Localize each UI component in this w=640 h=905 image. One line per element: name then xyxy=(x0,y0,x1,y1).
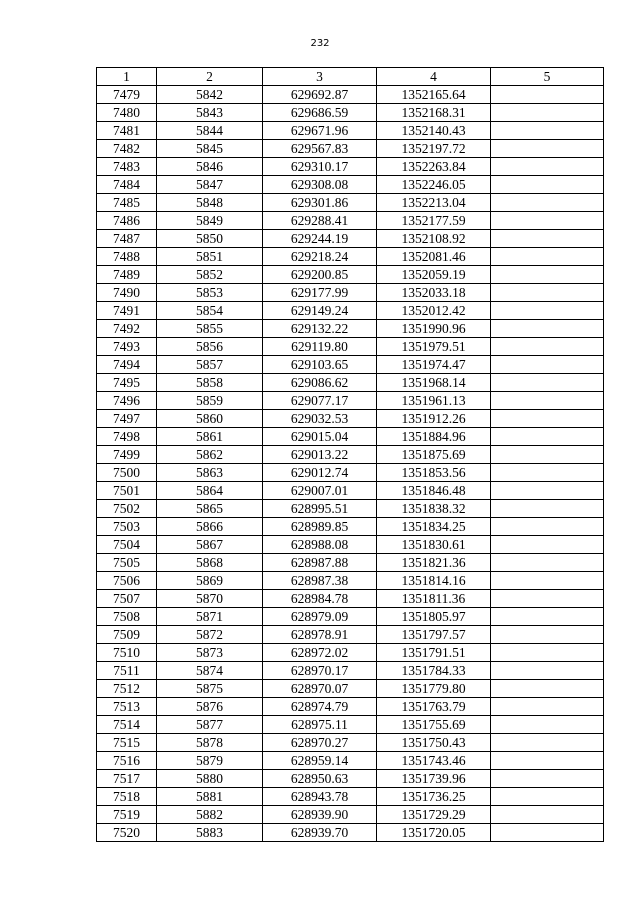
note-cell xyxy=(491,500,604,518)
x-coordinate-cell: 629177.99 xyxy=(263,284,377,302)
table-row xyxy=(97,680,604,698)
note-cell xyxy=(491,266,604,284)
note-cell xyxy=(491,464,604,482)
x-coordinate-cell: 629308.08 xyxy=(263,176,377,194)
table-row xyxy=(97,554,604,572)
note-cell xyxy=(491,410,604,428)
point-number-cell: 7479 xyxy=(97,86,157,104)
column-header: 5 xyxy=(491,68,604,86)
vertex-number-cell: 5862 xyxy=(157,446,263,464)
table-row xyxy=(97,734,604,752)
note-cell xyxy=(491,212,604,230)
x-coordinate-cell: 628943.78 xyxy=(263,788,377,806)
x-coordinate-cell: 629200.85 xyxy=(263,266,377,284)
point-number-cell: 7494 xyxy=(97,356,157,374)
vertex-number-cell: 5881 xyxy=(157,788,263,806)
table-row xyxy=(97,410,604,428)
y-coordinate-cell: 1351838.32 xyxy=(377,500,491,518)
x-coordinate-cell: 629077.17 xyxy=(263,392,377,410)
vertex-number-cell: 5871 xyxy=(157,608,263,626)
vertex-number-cell: 5852 xyxy=(157,266,263,284)
vertex-number-cell: 5845 xyxy=(157,140,263,158)
x-coordinate-cell: 628974.79 xyxy=(263,698,377,716)
x-coordinate-cell: 628959.14 xyxy=(263,752,377,770)
x-coordinate-cell: 629244.19 xyxy=(263,230,377,248)
point-number-cell: 7498 xyxy=(97,428,157,446)
vertex-number-cell: 5851 xyxy=(157,248,263,266)
table-row xyxy=(97,770,604,788)
vertex-number-cell: 5843 xyxy=(157,104,263,122)
table-row xyxy=(97,356,604,374)
x-coordinate-cell: 628988.08 xyxy=(263,536,377,554)
table-row xyxy=(97,428,604,446)
point-number-cell: 7488 xyxy=(97,248,157,266)
point-number-cell: 7484 xyxy=(97,176,157,194)
x-coordinate-cell: 629013.22 xyxy=(263,446,377,464)
x-coordinate-cell: 628975.11 xyxy=(263,716,377,734)
vertex-number-cell: 5867 xyxy=(157,536,263,554)
vertex-number-cell: 5844 xyxy=(157,122,263,140)
y-coordinate-cell: 1351821.36 xyxy=(377,554,491,572)
page-number: 232 xyxy=(310,38,330,49)
table-row xyxy=(97,158,604,176)
x-coordinate-cell: 628972.02 xyxy=(263,644,377,662)
point-number-cell: 7493 xyxy=(97,338,157,356)
note-cell xyxy=(491,752,604,770)
vertex-number-cell: 5878 xyxy=(157,734,263,752)
x-coordinate-cell: 628987.88 xyxy=(263,554,377,572)
table-row xyxy=(97,608,604,626)
y-coordinate-cell: 1352081.46 xyxy=(377,248,491,266)
y-coordinate-cell: 1351750.43 xyxy=(377,734,491,752)
y-coordinate-cell: 1351784.33 xyxy=(377,662,491,680)
y-coordinate-cell: 1352197.72 xyxy=(377,140,491,158)
y-coordinate-cell: 1352165.64 xyxy=(377,86,491,104)
y-coordinate-cell: 1351912.26 xyxy=(377,410,491,428)
y-coordinate-cell: 1352263.84 xyxy=(377,158,491,176)
note-cell xyxy=(491,716,604,734)
vertex-number-cell: 5877 xyxy=(157,716,263,734)
vertex-number-cell: 5860 xyxy=(157,410,263,428)
note-cell xyxy=(491,338,604,356)
vertex-number-cell: 5847 xyxy=(157,176,263,194)
y-coordinate-cell: 1351805.97 xyxy=(377,608,491,626)
note-cell xyxy=(491,320,604,338)
y-coordinate-cell: 1351853.56 xyxy=(377,464,491,482)
y-coordinate-cell: 1352033.18 xyxy=(377,284,491,302)
vertex-number-cell: 5875 xyxy=(157,680,263,698)
point-number-cell: 7509 xyxy=(97,626,157,644)
y-coordinate-cell: 1351729.29 xyxy=(377,806,491,824)
note-cell xyxy=(491,734,604,752)
y-coordinate-cell: 1351791.51 xyxy=(377,644,491,662)
vertex-number-cell: 5858 xyxy=(157,374,263,392)
note-cell xyxy=(491,248,604,266)
point-number-cell: 7490 xyxy=(97,284,157,302)
column-header: 2 xyxy=(157,68,263,86)
note-cell xyxy=(491,536,604,554)
vertex-number-cell: 5866 xyxy=(157,518,263,536)
vertex-number-cell: 5849 xyxy=(157,212,263,230)
x-coordinate-cell: 628970.17 xyxy=(263,662,377,680)
table-body xyxy=(97,86,604,842)
table-row xyxy=(97,500,604,518)
y-coordinate-cell: 1352177.59 xyxy=(377,212,491,230)
y-coordinate-cell: 1351990.96 xyxy=(377,320,491,338)
x-coordinate-cell: 628970.27 xyxy=(263,734,377,752)
point-number-cell: 7517 xyxy=(97,770,157,788)
y-coordinate-cell: 1352059.19 xyxy=(377,266,491,284)
point-number-cell: 7503 xyxy=(97,518,157,536)
x-coordinate-cell: 629012.74 xyxy=(263,464,377,482)
table-row xyxy=(97,590,604,608)
table-row xyxy=(97,572,604,590)
point-number-cell: 7506 xyxy=(97,572,157,590)
point-number-cell: 7511 xyxy=(97,662,157,680)
vertex-number-cell: 5842 xyxy=(157,86,263,104)
note-cell xyxy=(491,122,604,140)
y-coordinate-cell: 1352140.43 xyxy=(377,122,491,140)
y-coordinate-cell: 1351743.46 xyxy=(377,752,491,770)
note-cell xyxy=(491,86,604,104)
vertex-number-cell: 5868 xyxy=(157,554,263,572)
table-row xyxy=(97,788,604,806)
x-coordinate-cell: 629119.80 xyxy=(263,338,377,356)
point-number-cell: 7483 xyxy=(97,158,157,176)
point-number-cell: 7500 xyxy=(97,464,157,482)
x-coordinate-cell: 629149.24 xyxy=(263,302,377,320)
vertex-number-cell: 5848 xyxy=(157,194,263,212)
point-number-cell: 7510 xyxy=(97,644,157,662)
note-cell xyxy=(491,392,604,410)
vertex-number-cell: 5869 xyxy=(157,572,263,590)
point-number-cell: 7518 xyxy=(97,788,157,806)
y-coordinate-cell: 1352168.31 xyxy=(377,104,491,122)
point-number-cell: 7499 xyxy=(97,446,157,464)
x-coordinate-cell: 629686.59 xyxy=(263,104,377,122)
point-number-cell: 7502 xyxy=(97,500,157,518)
point-number-cell: 7512 xyxy=(97,680,157,698)
y-coordinate-cell: 1351979.51 xyxy=(377,338,491,356)
point-number-cell: 7519 xyxy=(97,806,157,824)
point-number-cell: 7491 xyxy=(97,302,157,320)
x-coordinate-cell: 629086.62 xyxy=(263,374,377,392)
point-number-cell: 7514 xyxy=(97,716,157,734)
note-cell xyxy=(491,806,604,824)
point-number-cell: 7504 xyxy=(97,536,157,554)
table-row xyxy=(97,176,604,194)
table-row xyxy=(97,464,604,482)
y-coordinate-cell: 1351811.36 xyxy=(377,590,491,608)
vertex-number-cell: 5857 xyxy=(157,356,263,374)
table-row xyxy=(97,320,604,338)
vertex-number-cell: 5873 xyxy=(157,644,263,662)
y-coordinate-cell: 1351814.16 xyxy=(377,572,491,590)
point-number-cell: 7486 xyxy=(97,212,157,230)
note-cell xyxy=(491,284,604,302)
note-cell xyxy=(491,824,604,842)
y-coordinate-cell: 1351961.13 xyxy=(377,392,491,410)
point-number-cell: 7480 xyxy=(97,104,157,122)
note-cell xyxy=(491,608,604,626)
note-cell xyxy=(491,482,604,500)
column-header: 1 xyxy=(97,68,157,86)
note-cell xyxy=(491,554,604,572)
x-coordinate-cell: 629103.65 xyxy=(263,356,377,374)
y-coordinate-cell: 1351974.47 xyxy=(377,356,491,374)
y-coordinate-cell: 1351830.61 xyxy=(377,536,491,554)
table-row xyxy=(97,266,604,284)
x-coordinate-cell: 629032.53 xyxy=(263,410,377,428)
x-coordinate-cell: 628987.38 xyxy=(263,572,377,590)
coordinates-table xyxy=(96,67,604,842)
vertex-number-cell: 5874 xyxy=(157,662,263,680)
x-coordinate-cell: 628984.78 xyxy=(263,590,377,608)
table-row xyxy=(97,140,604,158)
note-cell xyxy=(491,374,604,392)
table-row xyxy=(97,302,604,320)
y-coordinate-cell: 1351797.57 xyxy=(377,626,491,644)
x-coordinate-cell: 629015.04 xyxy=(263,428,377,446)
table-row xyxy=(97,482,604,500)
point-number-cell: 7505 xyxy=(97,554,157,572)
point-number-cell: 7497 xyxy=(97,410,157,428)
x-coordinate-cell: 628978.91 xyxy=(263,626,377,644)
vertex-number-cell: 5882 xyxy=(157,806,263,824)
point-number-cell: 7501 xyxy=(97,482,157,500)
x-coordinate-cell: 629692.87 xyxy=(263,86,377,104)
table-row xyxy=(97,122,604,140)
note-cell xyxy=(491,446,604,464)
vertex-number-cell: 5880 xyxy=(157,770,263,788)
vertex-number-cell: 5853 xyxy=(157,284,263,302)
x-coordinate-cell: 629132.22 xyxy=(263,320,377,338)
note-cell xyxy=(491,428,604,446)
vertex-number-cell: 5870 xyxy=(157,590,263,608)
table-row xyxy=(97,104,604,122)
note-cell xyxy=(491,518,604,536)
table-row xyxy=(97,194,604,212)
y-coordinate-cell: 1351755.69 xyxy=(377,716,491,734)
y-coordinate-cell: 1351739.96 xyxy=(377,770,491,788)
note-cell xyxy=(491,680,604,698)
note-cell xyxy=(491,158,604,176)
y-coordinate-cell: 1351846.48 xyxy=(377,482,491,500)
note-cell xyxy=(491,770,604,788)
table-row xyxy=(97,806,604,824)
y-coordinate-cell: 1352246.05 xyxy=(377,176,491,194)
point-number-cell: 7481 xyxy=(97,122,157,140)
table-row xyxy=(97,662,604,680)
note-cell xyxy=(491,230,604,248)
point-number-cell: 7487 xyxy=(97,230,157,248)
y-coordinate-cell: 1351968.14 xyxy=(377,374,491,392)
vertex-number-cell: 5846 xyxy=(157,158,263,176)
vertex-number-cell: 5865 xyxy=(157,500,263,518)
vertex-number-cell: 5872 xyxy=(157,626,263,644)
x-coordinate-cell: 628995.51 xyxy=(263,500,377,518)
y-coordinate-cell: 1351884.96 xyxy=(377,428,491,446)
table-row xyxy=(97,644,604,662)
vertex-number-cell: 5854 xyxy=(157,302,263,320)
note-cell xyxy=(491,104,604,122)
point-number-cell: 7495 xyxy=(97,374,157,392)
y-coordinate-cell: 1352012.42 xyxy=(377,302,491,320)
table-row xyxy=(97,248,604,266)
table-row xyxy=(97,716,604,734)
table-row xyxy=(97,284,604,302)
note-cell xyxy=(491,788,604,806)
table-row xyxy=(97,230,604,248)
vertex-number-cell: 5876 xyxy=(157,698,263,716)
table-header-row xyxy=(97,68,604,86)
x-coordinate-cell: 628989.85 xyxy=(263,518,377,536)
y-coordinate-cell: 1352108.92 xyxy=(377,230,491,248)
note-cell xyxy=(491,662,604,680)
table-row xyxy=(97,392,604,410)
y-coordinate-cell: 1351875.69 xyxy=(377,446,491,464)
note-cell xyxy=(491,698,604,716)
table-row xyxy=(97,536,604,554)
y-coordinate-cell: 1351736.25 xyxy=(377,788,491,806)
x-coordinate-cell: 628979.09 xyxy=(263,608,377,626)
x-coordinate-cell: 629310.17 xyxy=(263,158,377,176)
x-coordinate-cell: 628970.07 xyxy=(263,680,377,698)
vertex-number-cell: 5850 xyxy=(157,230,263,248)
point-number-cell: 7508 xyxy=(97,608,157,626)
y-coordinate-cell: 1352213.04 xyxy=(377,194,491,212)
note-cell xyxy=(491,644,604,662)
x-coordinate-cell: 628939.70 xyxy=(263,824,377,842)
table-row xyxy=(97,86,604,104)
vertex-number-cell: 5856 xyxy=(157,338,263,356)
column-header: 4 xyxy=(377,68,491,86)
table-row xyxy=(97,824,604,842)
note-cell xyxy=(491,194,604,212)
note-cell xyxy=(491,140,604,158)
table-row xyxy=(97,698,604,716)
note-cell xyxy=(491,356,604,374)
vertex-number-cell: 5864 xyxy=(157,482,263,500)
point-number-cell: 7513 xyxy=(97,698,157,716)
table-row xyxy=(97,752,604,770)
table-row xyxy=(97,212,604,230)
vertex-number-cell: 5863 xyxy=(157,464,263,482)
vertex-number-cell: 5861 xyxy=(157,428,263,446)
x-coordinate-cell: 629567.83 xyxy=(263,140,377,158)
x-coordinate-cell: 629671.96 xyxy=(263,122,377,140)
x-coordinate-cell: 629007.01 xyxy=(263,482,377,500)
x-coordinate-cell: 629218.24 xyxy=(263,248,377,266)
table-row xyxy=(97,626,604,644)
x-coordinate-cell: 628950.63 xyxy=(263,770,377,788)
vertex-number-cell: 5883 xyxy=(157,824,263,842)
table-row xyxy=(97,518,604,536)
point-number-cell: 7507 xyxy=(97,590,157,608)
note-cell xyxy=(491,302,604,320)
point-number-cell: 7489 xyxy=(97,266,157,284)
vertex-number-cell: 5879 xyxy=(157,752,263,770)
y-coordinate-cell: 1351779.80 xyxy=(377,680,491,698)
column-header: 3 xyxy=(263,68,377,86)
x-coordinate-cell: 629301.86 xyxy=(263,194,377,212)
x-coordinate-cell: 628939.90 xyxy=(263,806,377,824)
table-row xyxy=(97,338,604,356)
note-cell xyxy=(491,590,604,608)
point-number-cell: 7496 xyxy=(97,392,157,410)
y-coordinate-cell: 1351763.79 xyxy=(377,698,491,716)
y-coordinate-cell: 1351720.05 xyxy=(377,824,491,842)
point-number-cell: 7516 xyxy=(97,752,157,770)
note-cell xyxy=(491,572,604,590)
y-coordinate-cell: 1351834.25 xyxy=(377,518,491,536)
table-row xyxy=(97,374,604,392)
x-coordinate-cell: 629288.41 xyxy=(263,212,377,230)
vertex-number-cell: 5859 xyxy=(157,392,263,410)
point-number-cell: 7492 xyxy=(97,320,157,338)
table-row xyxy=(97,446,604,464)
point-number-cell: 7515 xyxy=(97,734,157,752)
vertex-number-cell: 5855 xyxy=(157,320,263,338)
point-number-cell: 7482 xyxy=(97,140,157,158)
note-cell xyxy=(491,176,604,194)
note-cell xyxy=(491,626,604,644)
point-number-cell: 7485 xyxy=(97,194,157,212)
point-number-cell: 7520 xyxy=(97,824,157,842)
